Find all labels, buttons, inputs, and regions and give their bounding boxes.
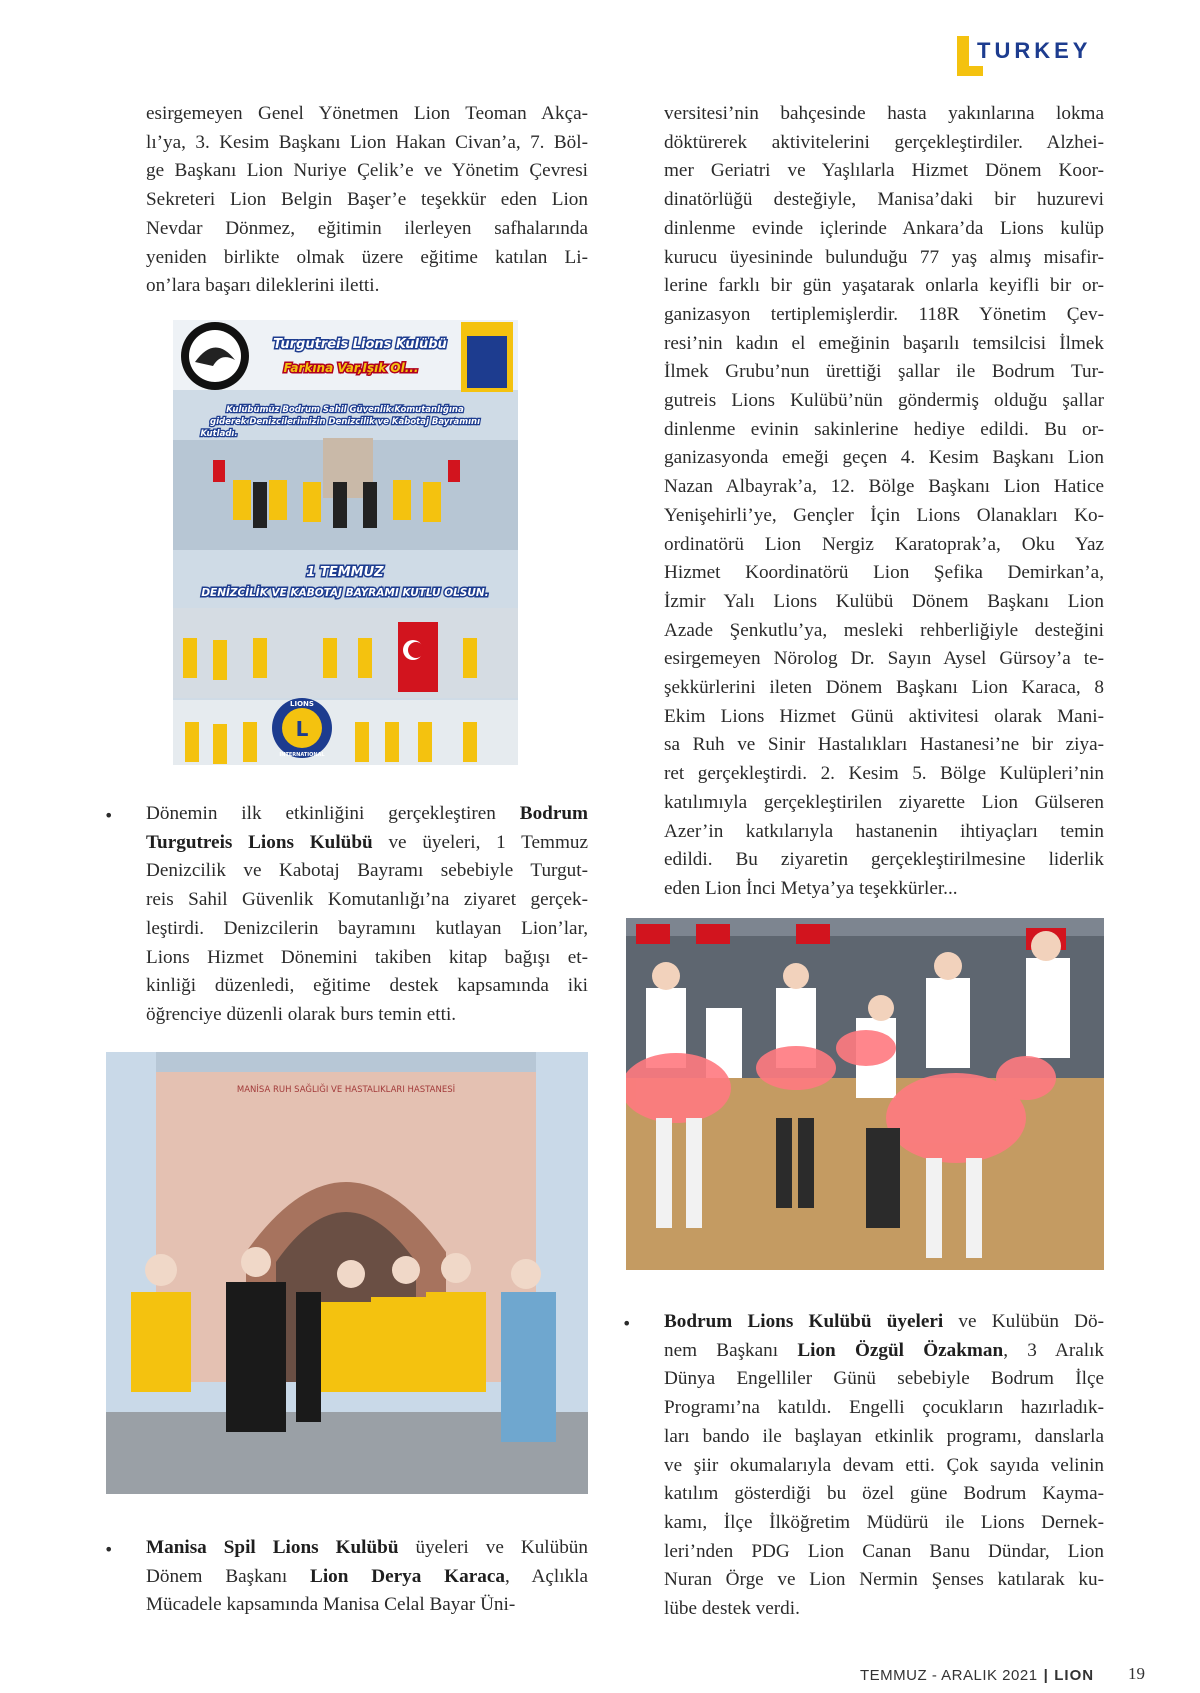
text-line: gutreis Lions Kulübü’nün göndermiş olduğu şallar xyxy=(664,390,1104,412)
text-line: yeniden birlikte olmak üzere eğitime katılan Li- xyxy=(146,246,588,268)
text-line xyxy=(146,1563,588,1592)
hospital-sign: MANİSA RUH SAĞLIĞI VE HASTALIKLARI HASTANESİ xyxy=(236,1085,456,1095)
text-line: Sekreteri Lion Belgin Başer’e teşekkür eden Lion xyxy=(146,189,588,211)
text-line: şekkürlerini ileten Dönem Başkanı Lion Karaca, 8 xyxy=(664,677,1104,699)
turkey-logo xyxy=(957,36,1117,80)
hospital-graphic xyxy=(106,1052,588,1494)
bullet-2-marker: • xyxy=(104,1540,114,1559)
text-line: eden Lion İnci Metya’ya teşekkürler... xyxy=(664,877,958,899)
bullet-3-marker: • xyxy=(622,1314,632,1333)
text-line: lerine farklı bir gün yaşatarak onlarla keyifli bir or- xyxy=(664,275,1104,297)
text-line: dinlenme evinin sakinlerine hediye edildi. Bu or- xyxy=(664,418,1104,440)
text-fragment: , Açlıkla xyxy=(504,1565,589,1587)
text-fragment: ve Kulübün Dö- xyxy=(943,1311,1104,1332)
text-line xyxy=(146,1001,588,1030)
text-fragment: ve üyeleri, 1 Temmuz xyxy=(372,831,588,853)
text-line: Hizmet Koordinatörü Lion Şefika Demirkan’a, xyxy=(664,562,1104,584)
poster-slogan: Farkına Var,Işık Ol... xyxy=(283,361,419,375)
text-line xyxy=(146,915,588,944)
text-line xyxy=(664,1365,1104,1394)
bullet-2-text xyxy=(146,1534,588,1620)
poster-club-name: Turgutreis Lions Kulübü xyxy=(273,337,447,352)
text-line xyxy=(664,1337,1104,1366)
poster-emblem-bottom: INTERNATIONAL xyxy=(279,752,325,758)
text-line: ganizasyonda emeği geçen 4. Kesim Başkanı Lion xyxy=(664,447,1104,469)
text-line: ret gerçekleştirdi. 2. Kesim 5. Bölge Kulüpleri’nin xyxy=(664,763,1104,785)
text-fragment: Dönem Başkanı xyxy=(146,1565,311,1587)
bullet-3-text xyxy=(664,1308,1104,1624)
bullet-1-text xyxy=(146,800,588,1030)
text-fragment: kinliği düzenledi, eğitime destek kapsamında iki xyxy=(146,975,588,997)
text-fragment: üyeleri ve Kulübün xyxy=(398,1537,588,1558)
turgutreis-poster xyxy=(173,320,518,765)
text-line: ge Başkanı Lion Nuriye Çelik’e ve Yönetim Çevresi xyxy=(146,160,588,182)
text-line xyxy=(664,1308,1104,1337)
text-line: ordinatörü Lion Nergiz Karatoprak’a, Oku Yaz xyxy=(664,533,1104,555)
text-line: dinatörlüğü desteğiyle, Manisa’daki bir huzurevi xyxy=(664,189,1104,211)
text-line: versitesi’nin bahçesinde hasta yakınlarına lokma xyxy=(664,103,1104,124)
text-fragment: leştirdi. Denizcilerin bayramını kutlayan Lion’lar, xyxy=(146,917,588,939)
bold-text: Bodrum Lions Kulübü üyeleri xyxy=(664,1311,944,1332)
text-line xyxy=(664,1566,1104,1595)
poster-emblem-top: LIONS xyxy=(290,700,314,708)
text-line xyxy=(664,1480,1104,1509)
text-fragment: katılım gösterdiği bu özel güne Bodrum Kayma- xyxy=(664,1483,1104,1505)
page-footer xyxy=(860,1667,1094,1684)
text-fragment: Programı’na katıldı. Engelli çocukların hazırladık- xyxy=(664,1397,1104,1419)
text-line xyxy=(146,829,588,858)
logo-text: TURKEY xyxy=(977,38,1092,63)
text-line: Azer’in katkılarıyla hastanenin ihtiyaçları temin xyxy=(664,820,1104,842)
footer-magazine: LION xyxy=(1054,1667,1095,1684)
text-line xyxy=(664,1423,1104,1452)
text-line: İlmek Grubu’nun ürettiği şallar ile Bodrum Tur- xyxy=(664,361,1104,383)
text-line: döktürerek aktivitelerini gerçekleştirdiler. Alzhei- xyxy=(664,131,1104,153)
bold-text: Bodrum xyxy=(519,803,588,824)
text-fragment: ları bando ile başlayan etkinlik programı, danslarla xyxy=(664,1425,1104,1447)
poster-greeting: DENİZCİLİK VE KABOTAJ BAYRAMI KUTLU OLSUN. xyxy=(201,587,489,599)
text-line: Ekim Lions Hizmet Günü aktivitesi olarak Mani- xyxy=(664,705,1104,727)
text-line: esirgemeyen Genel Yönetmen Lion Teoman Akça- xyxy=(146,103,588,124)
text-line xyxy=(146,800,588,829)
footer-separator: | xyxy=(1043,1667,1049,1684)
left-top-paragraph xyxy=(146,100,588,301)
text-fragment: reis Sahil Güvenlik Komutanlığı’na ziyaret gerçek- xyxy=(146,889,588,911)
text-line: Nevdar Dönmez, eğitimin ilerleyen safhalarında xyxy=(146,217,588,239)
text-fragment: Nuran Örge ve Lion Nermin Şenses katılarak ku- xyxy=(664,1569,1104,1591)
text-fragment: leri’nden PDG Lion Canan Banu Dündar, Lion xyxy=(664,1540,1104,1562)
text-line xyxy=(664,1595,1104,1624)
text-line xyxy=(664,1509,1104,1538)
text-line: Nazan Albayrak’a, 12. Bölge Başkanı Lion Hatice xyxy=(664,476,1104,498)
text-line: kurucu üyesininde bulunduğu 77 yaş almış misafir- xyxy=(664,246,1104,268)
manisa-hospital-photo xyxy=(106,1052,588,1494)
text-fragment: kamı, İlçe İlköğretim Müdürü ile Lions Dernek- xyxy=(664,1511,1104,1533)
text-fragment: Lions Hizmet Dönemini takiben kitap bağışı et- xyxy=(146,946,588,968)
right-paragraph xyxy=(664,100,1104,904)
logo-l-mark-foot xyxy=(957,66,983,76)
text-line: Yenişehirli’ye, Gençler İçin Lions Olanakları Ko- xyxy=(664,504,1104,526)
bold-text: Turgutreis Lions Kulübü xyxy=(146,831,373,853)
bold-text: Lion Özgül Özakman xyxy=(797,1339,1004,1361)
poster-caption-2: giderek Denizcilerimizin Denizcilik ve Kabotaj Bayramını xyxy=(210,417,480,427)
text-line: resi’nin kadın el emeğinin başarılı temsilcisi İlmek xyxy=(664,332,1104,354)
text-line xyxy=(146,944,588,973)
text-fragment: , 3 Aralık xyxy=(1003,1339,1105,1361)
footer-issue: TEMMUZ - ARALIK 2021 xyxy=(860,1667,1038,1684)
bold-text: Manisa Spil Lions Kulübü xyxy=(146,1537,399,1558)
text-fragment: Denizcilik ve Kabotaj Bayramı sebebiyle Turgut- xyxy=(146,860,588,882)
dance-event-photo xyxy=(626,918,1104,1270)
text-line: dinlenme evinde içlerinde Ankara’da Lions kulüp xyxy=(664,217,1104,239)
text-line: esirgemeyen Nörolog Dr. Sayın Aysel Gürsoy’a te- xyxy=(664,648,1104,670)
dance-graphic xyxy=(626,918,1104,1270)
text-line xyxy=(664,1452,1104,1481)
text-line: sa Ruh ve Sinir Hastalıkları Hastanesi’ne bir ziya- xyxy=(664,734,1104,756)
text-line: ganizasyon tertiplemişlerdir. 118R Yönetim Çev- xyxy=(664,303,1104,325)
text-line xyxy=(664,1394,1104,1423)
text-line xyxy=(146,1591,588,1620)
bold-text: Lion Derya Karaca xyxy=(310,1565,505,1587)
bullet-1-marker: • xyxy=(104,806,114,825)
poster-graphic xyxy=(173,320,518,765)
text-line: edildi. Bu ziyaretin gerçekleştirilmesine liderlik xyxy=(664,849,1104,871)
text-fragment: lübe destek verdi. xyxy=(664,1598,800,1620)
text-fragment: ve şiir okumalarıyla devam etti. Çok sayıda velinin xyxy=(664,1454,1104,1476)
text-fragment: Dönemin ilk etkinliğini gerçekleştiren xyxy=(146,803,520,824)
text-line xyxy=(146,1534,588,1563)
poster-emblem-letter: L xyxy=(295,717,309,741)
text-line xyxy=(146,857,588,886)
poster-caption-3: Kutladı. xyxy=(200,429,238,439)
text-line: lı’ya, 3. Kesim Başkanı Lion Hakan Civan’a, 7. Böl- xyxy=(146,131,588,153)
text-fragment: Dünya Engelliler Günü sebebiyle Bodrum İlçe xyxy=(664,1368,1104,1390)
text-line: Azade Şenkutlu’ya, mesleki rehberliğiyle desteğini xyxy=(664,619,1104,641)
text-line: İzmir Yalı Lions Kulübü Dönem Başkanı Lion xyxy=(664,590,1104,612)
text-fragment: Mücadele kapsamında Manisa Celal Bayar Üni- xyxy=(146,1594,516,1616)
text-line: mer Geriatri ve Yaşlılarla Hizmet Dönem Koor- xyxy=(664,160,1104,182)
poster-date-line: 1 TEMMUZ xyxy=(306,565,384,580)
text-fragment: öğrenciye düzenli olarak burs temin etti. xyxy=(146,1003,457,1025)
poster-caption-1: Kulübümüz Bodrum Sahil Güvenlik Komutanlığına xyxy=(226,405,464,415)
text-line xyxy=(146,972,588,1001)
text-fragment: nem Başkanı xyxy=(664,1339,798,1361)
page-number: 19 xyxy=(1128,1664,1145,1683)
text-line xyxy=(146,886,588,915)
text-line: katılımıyla gerçekleştirilen ziyarette Lion Gülseren xyxy=(664,791,1104,813)
text-line xyxy=(664,1538,1104,1567)
text-line: on’lara başarı dileklerini iletti. xyxy=(146,275,380,297)
